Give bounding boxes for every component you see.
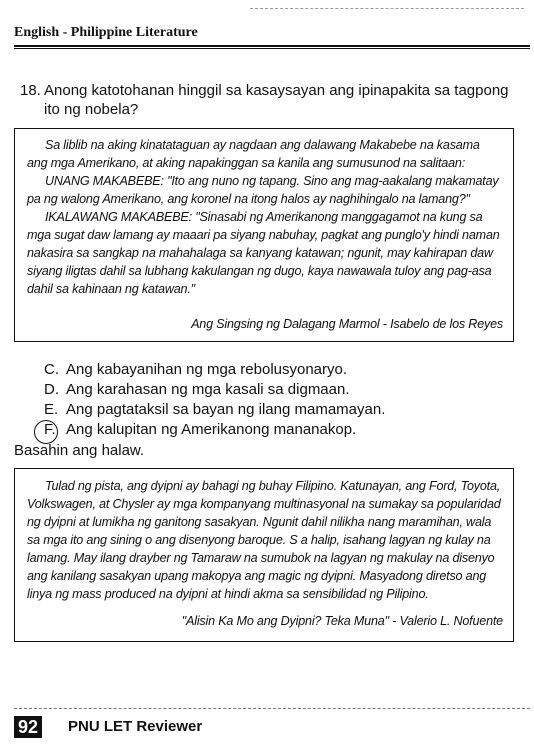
instruction-text: Basahin ang halaw.	[14, 442, 145, 459]
header-rule	[14, 45, 530, 49]
choice-text: Ang pagtataksil sa bayan ng ilang mamamayan.	[66, 401, 386, 418]
passage1-paragraph: IKALAWANG MAKABEBE: "Sinasabi ng Amerikanong manggagamot na kung sa mga sugat daw lamang ay maaari pa siyang nabuhay, pagkat ang punglo'y hindi naman nakasira sa sangkap na mahahalaga sa kanyang katawan; ngunit, may kahirapan daw siyang iligtas dahil sa lubhang kakulangan ng dugo, kaya nawawala tuloy ang pag-asa dahil sa kahinaan ng katawan."	[27, 210, 500, 296]
passage1-paragraph: UNANG MAKABEBE: "Ito ang nuno ng tapang. Sino ang mag-aakalang makamatay pa ng walong Amerikano, ang koronel na itong halos ay naghihingalo na lamang?"	[27, 174, 499, 206]
passage1-paragraph: Sa liblib na aking kinatataguan ay nagdaan ang dalawang Makabebe na kasama ang mga Amerikano, at aking napakinggan sa kanila ang sumusunod na salitaan:	[27, 138, 480, 170]
passage-box-2	[14, 468, 514, 642]
footer-title: PNU LET Reviewer	[68, 718, 203, 735]
page-number-badge: 92	[14, 716, 42, 738]
footer-rule	[14, 708, 530, 709]
choice-letter: E.	[44, 401, 59, 418]
choice-letter: D.	[44, 381, 59, 398]
answer-circle-mark	[34, 420, 58, 444]
top-dashed-rule	[250, 8, 524, 9]
passage-box-1	[14, 128, 514, 342]
passage2-source: "Alisin Ka Mo ang Dyipni? Teka Muna" - Valerio L. Nofuente	[181, 614, 503, 628]
choice-letter: F.	[44, 421, 56, 438]
question-text: Anong katotohanan hinggil sa kasaysayan ang ipinapakita sa tagpong ito ng nobela?	[44, 82, 509, 118]
choice-letter: C.	[44, 361, 59, 378]
question-18	[20, 81, 518, 119]
choice-text: Ang kalupitan ng Amerikanong mananakop.	[66, 421, 357, 438]
passage1-source: Ang Singsing ng Dalagang Marmol - Isabelo de los Reyes	[191, 317, 503, 331]
choice-text: Ang kabayanihan ng mga rebolusyonaryo.	[66, 361, 348, 378]
choice-c[interactable]	[44, 360, 385, 380]
page-header: English - Philippine Literature	[14, 25, 198, 40]
answer-choices	[44, 360, 385, 440]
choice-d[interactable]	[44, 380, 385, 400]
question-number: 18.	[20, 82, 41, 99]
passage2-paragraph: Tulad ng pista, ang dyipni ay bahagi ng buhay Filipino. Katunayan, ang Ford, Toyota, Volkswagen, at Chysler ay mga kompanyang multinasyonal na sumakay sa popularidad ng dyipni at lumikha ng ganitong sasakyan. Ngunit dahil nilikha nang maramihan, wala sa mga ito ang sining o ang disenyong baroque. S a halip, isahang lagyan ng kulay na lamang. May ilang drayber ng Tamaraw na sumubok na lagyan ng makulay na disenyo ang kanilang sasakyan upang makopya ang magic ng dyipni. Masyadong diretso ang linya ng mass produced na dyipni at hindi akma sa sensibilidad ng Pilipino.	[27, 479, 501, 601]
choice-e[interactable]	[44, 400, 385, 420]
choice-text: Ang karahasan ng mga kasali sa digmaan.	[66, 381, 350, 398]
choice-f[interactable]	[44, 420, 385, 440]
